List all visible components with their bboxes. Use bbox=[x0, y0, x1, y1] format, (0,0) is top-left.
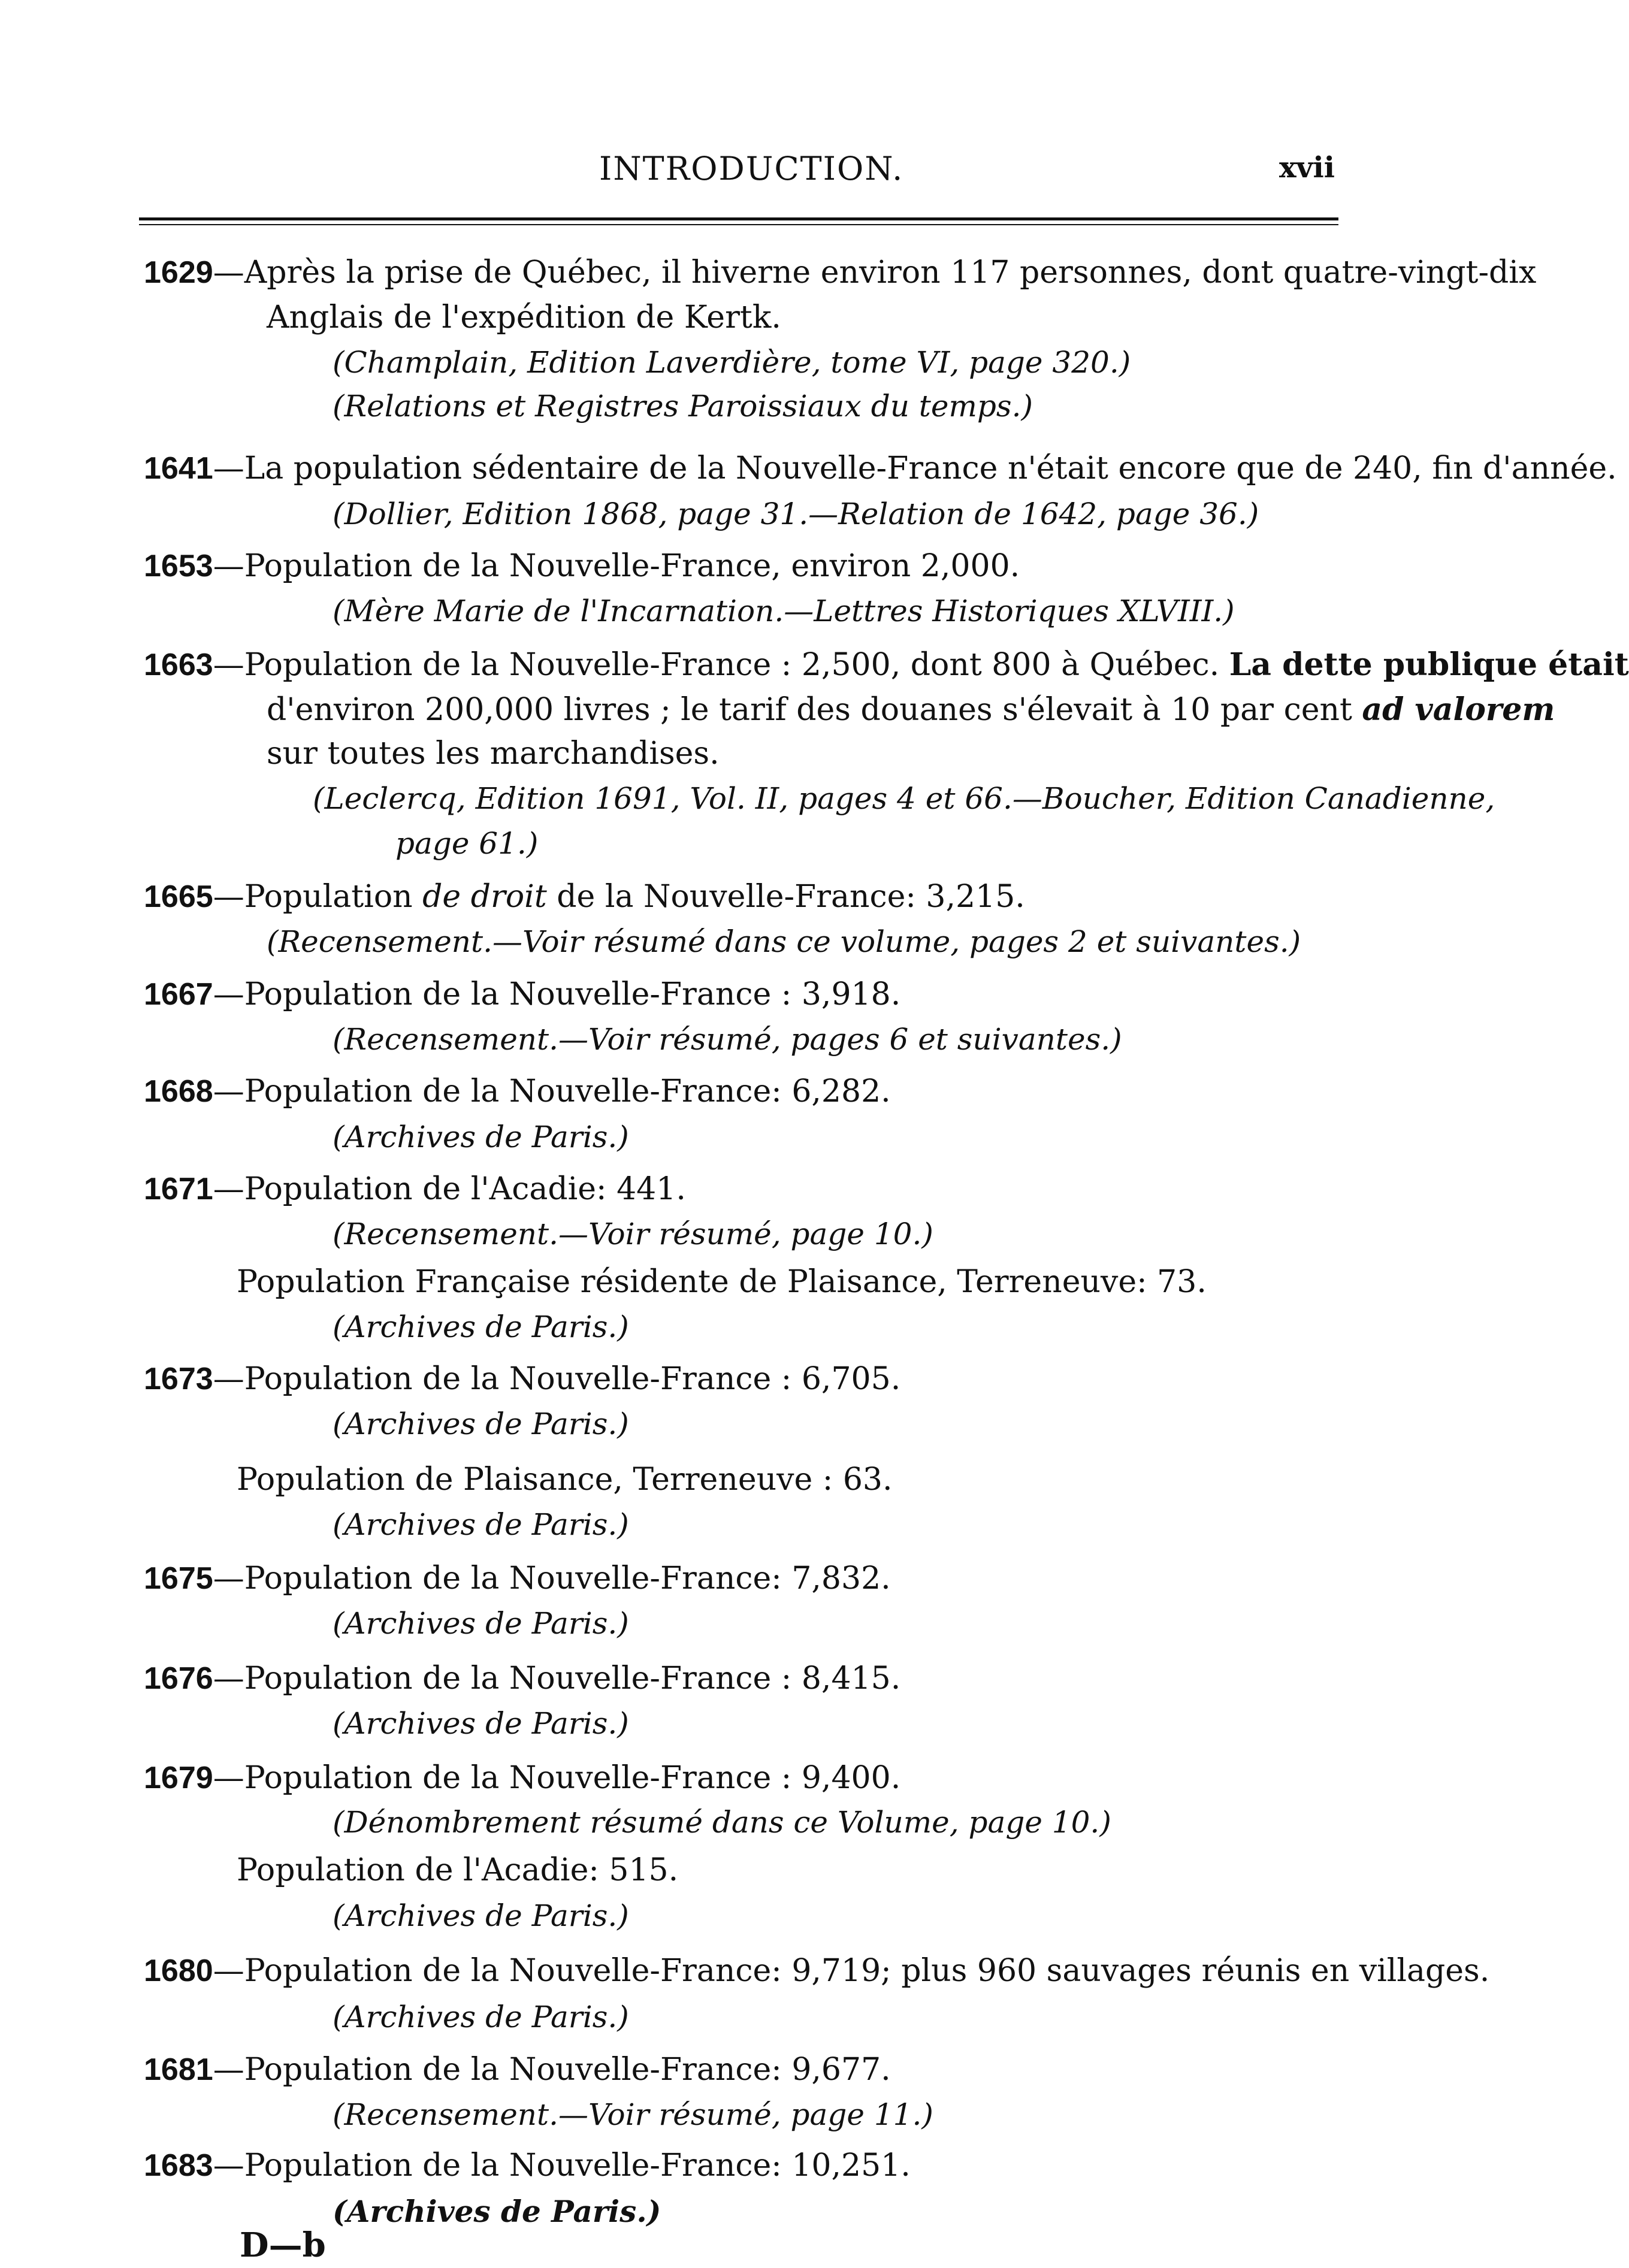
entry-line bbox=[144, 548, 1020, 584]
entry-line bbox=[144, 1953, 1489, 1989]
entry-year: 1683 bbox=[144, 2148, 213, 2183]
entry-year: 1641 bbox=[144, 451, 213, 486]
entry-source: (Recensement.—Voir résumé dans ce volume, pages 2 et suivantes.) bbox=[267, 924, 1301, 959]
entry-text-italic: ad valorem bbox=[1362, 691, 1555, 728]
entry-source: (Recensement.—Voir résumé, page 11.) bbox=[333, 2097, 933, 2132]
page-number: xvii bbox=[1279, 151, 1335, 185]
entry-text: —Population de la Nouvelle-France : 6,705. bbox=[213, 1361, 901, 1397]
entry-source: (Archives de Paris.) bbox=[333, 1120, 629, 1154]
entry-text: —Après la prise de Québec, il hiverne environ 117 personnes, dont quatre-vingt-dix bbox=[213, 255, 1537, 291]
entry-text: —La population sédentaire de la Nouvelle-France n'était encore que de 240, fin d'année. bbox=[213, 450, 1617, 486]
entry-source: (Mère Marie de l'Incarnation.—Lettres Historiques XLVIII.) bbox=[333, 594, 1235, 628]
entry-sub-line: Population Française résidente de Plaisance, Terreneuve: 73. bbox=[237, 1264, 1207, 1300]
entry-text: —Population de la Nouvelle-France: 9,719; plus 960 sauvages réunis en villages. bbox=[213, 1953, 1490, 1989]
entry-line bbox=[144, 1073, 891, 1109]
entry-source: (Archives de Paris.) bbox=[333, 2194, 661, 2229]
entry-continuation: Anglais de l'expédition de Kertk. bbox=[267, 300, 781, 335]
entry-year: 1673 bbox=[144, 1362, 213, 1396]
entry-source: (Archives de Paris.) bbox=[333, 1606, 629, 1641]
entry-source: (Archives de Paris.) bbox=[333, 1898, 629, 1933]
entry-text: —Population de la Nouvelle-France: 10,251. bbox=[213, 2148, 911, 2184]
entry-year: 1629 bbox=[144, 255, 213, 290]
entry-year: 1680 bbox=[144, 1953, 213, 1988]
header-rule-top bbox=[139, 217, 1338, 220]
entry-line bbox=[144, 1561, 891, 1596]
entry-text: —Population de la Nouvelle-France, environ 2,000. bbox=[213, 548, 1020, 584]
entry-text: —Population de la Nouvelle-France: 9,677. bbox=[213, 2052, 891, 2088]
entry-source: (Recensement.—Voir résumé, pages 6 et suivantes.) bbox=[333, 1022, 1122, 1057]
entry-year: 1663 bbox=[144, 648, 213, 682]
entry-line bbox=[144, 255, 1536, 291]
entry-source: (Dollier, Edition 1868, page 31.—Relation de 1642, page 36.) bbox=[333, 497, 1259, 531]
entry-source: (Recensement.—Voir résumé, page 10.) bbox=[333, 1217, 933, 1251]
entry-text: —Population bbox=[213, 879, 413, 915]
header-rule-bottom bbox=[139, 224, 1338, 225]
signature-mark: D—b bbox=[240, 2225, 326, 2265]
entry-line bbox=[144, 1171, 686, 1207]
entry-year: 1679 bbox=[144, 1761, 213, 1795]
entry-sub-line: Population de l'Acadie: 515. bbox=[237, 1852, 679, 1888]
entry-continuation: d'environ 200,000 livres ; le tarif des douanes s'élevait à 10 par cent ad valorem bbox=[267, 691, 1555, 728]
entry-year: 1676 bbox=[144, 1661, 213, 1696]
entry-text: —Population de la Nouvelle-France : 3,918. bbox=[213, 976, 901, 1012]
entry-line: 1665—Population de droit de la Nouvelle-France: 3,215. bbox=[144, 879, 1025, 915]
entry-year: 1675 bbox=[144, 1561, 213, 1596]
entry-line bbox=[144, 2148, 911, 2184]
entry-text-bold: La dette publique était bbox=[1229, 646, 1629, 683]
entry-line bbox=[144, 1661, 900, 1697]
entry-source: (Archives de Paris.) bbox=[333, 1507, 629, 1542]
entry-source: (Leclercq, Edition 1691, Vol. II, pages 4 et 66.—Boucher, Edition Canadienne, bbox=[313, 781, 1495, 816]
entry-year: 1665 bbox=[144, 879, 213, 914]
entry-text: —Population de la Nouvelle-France: 7,832. bbox=[213, 1561, 891, 1596]
entry-source: (Dénombrement résumé dans ce Volume, page 10.) bbox=[333, 1805, 1111, 1840]
entry-line bbox=[144, 647, 1629, 683]
entry-text: —Population de la Nouvelle-France: 6,282. bbox=[213, 1073, 891, 1109]
entry-source: (Archives de Paris.) bbox=[333, 1407, 629, 1441]
entry-text: —Population de la Nouvelle-France : 9,400. bbox=[213, 1760, 901, 1796]
entry-year: 1671 bbox=[144, 1172, 213, 1206]
entry-line bbox=[144, 1361, 900, 1397]
entry-line bbox=[144, 1760, 900, 1796]
entry-text: —Population de la Nouvelle-France : 2,500, dont 800 à Québec. bbox=[213, 647, 1220, 683]
entry-source: (Archives de Paris.) bbox=[333, 1310, 629, 1344]
running-header-title: INTRODUCTION. bbox=[599, 150, 904, 188]
entry-sub-line: Population de Plaisance, Terreneuve : 63. bbox=[237, 1462, 893, 1498]
entry-line bbox=[144, 976, 900, 1012]
entry-text: —Population de la Nouvelle-France : 8,415. bbox=[213, 1661, 901, 1697]
entry-source: page 61.) bbox=[395, 826, 539, 861]
entry-source: (Champlain, Edition Laverdière, tome VI, page 320.) bbox=[333, 345, 1131, 380]
entry-source: (Archives de Paris.) bbox=[333, 1706, 629, 1741]
entry-source: (Relations et Registres Paroissiaux du temps.) bbox=[333, 389, 1033, 424]
entry-year: 1668 bbox=[144, 1074, 213, 1109]
entry-year: 1667 bbox=[144, 977, 213, 1012]
entry-year: 1681 bbox=[144, 2052, 213, 2087]
entry-source: (Archives de Paris.) bbox=[333, 2000, 629, 2034]
entry-continuation: sur toutes les marchandises. bbox=[267, 736, 720, 772]
entry-year: 1653 bbox=[144, 549, 213, 583]
entry-text: —Population de l'Acadie: 441. bbox=[213, 1171, 686, 1207]
entry-text-italic: de droit bbox=[422, 879, 547, 915]
entry-line bbox=[144, 450, 1617, 486]
entry-line bbox=[144, 2052, 891, 2088]
